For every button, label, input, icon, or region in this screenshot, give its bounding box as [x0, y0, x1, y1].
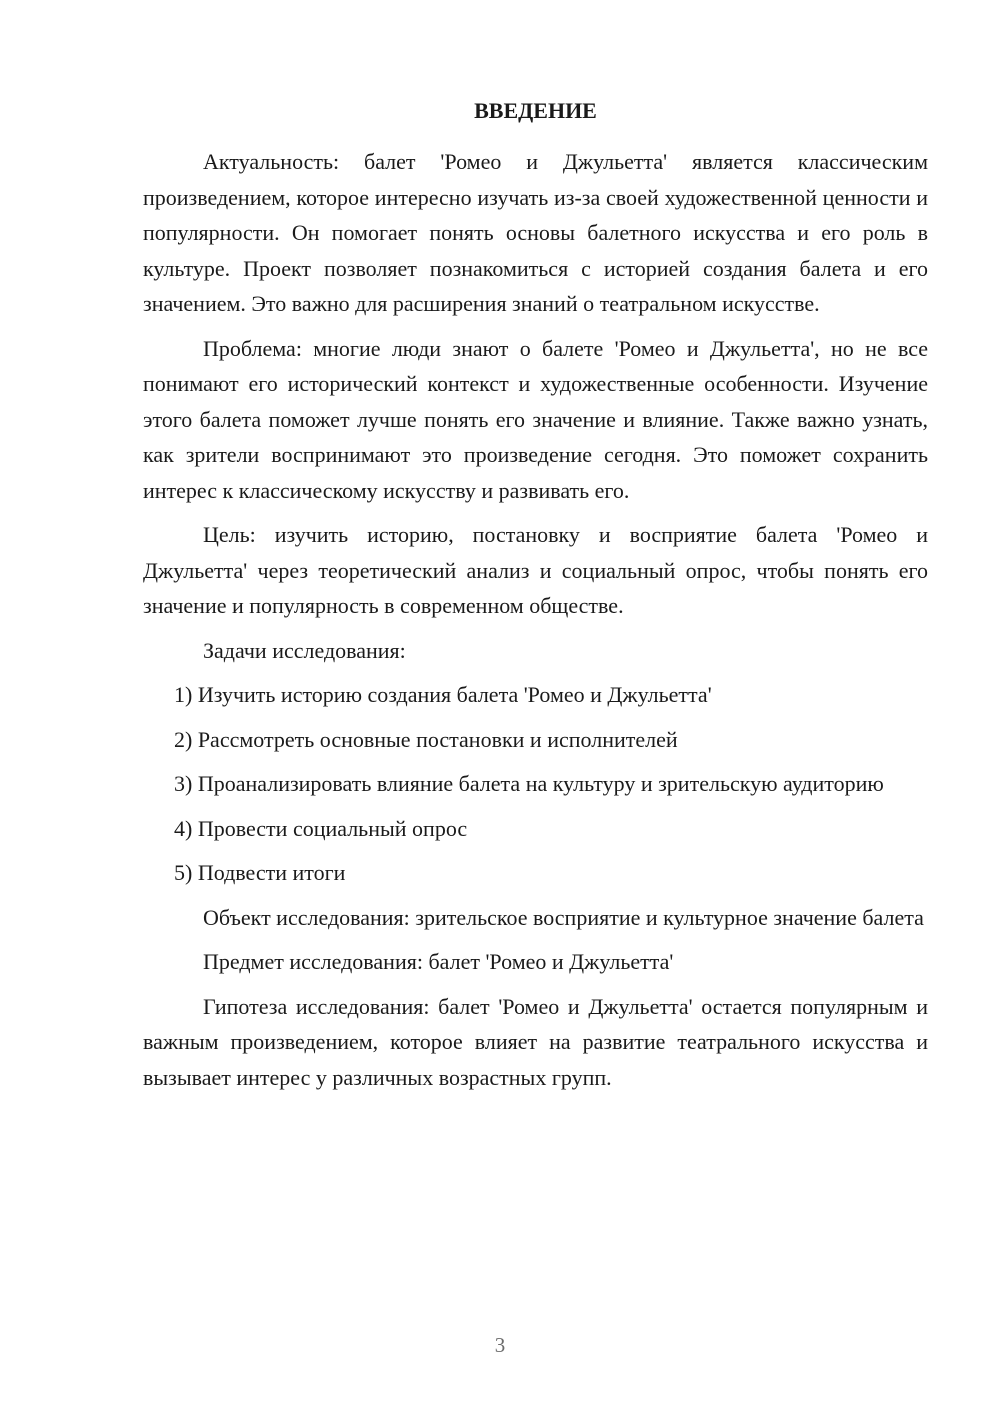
page-number: 3: [494, 1333, 506, 1357]
task-item: 4) Провести социальный опрос: [174, 815, 468, 841]
task-item: 1) Изучить историю создания балета 'Ромео и Джульетта': [174, 682, 712, 707]
relevance-paragraph: Актуальность: балет 'Ромео и Джульетта' является классическим произведением, которое интересно изучать из-за своей художественной ценности и популярности. Он помогает понять основы балетного искусства и его роль в культуре. Проект позволяет познакомиться с историей создания балета и его значением. Это важно для расширения знаний о театральном искусстве.: [143, 149, 928, 316]
task-item: 5) Подвести итоги: [174, 860, 346, 885]
problem-paragraph: Проблема: многие люди знают о балете 'Ромео и Джульетта', но не все понимают его исторический контекст и художественные особенности. Изучение этого балета поможет лучше понять его значение и влияние. Также важно узнать, как зрители воспринимают это произведение сегодня. Это поможет сохранить интерес к классическому искусству и развивать его.: [143, 335, 928, 503]
document-title: ВВЕДЕНИЕ: [474, 98, 597, 123]
hypothesis-paragraph: Гипотеза исследования: балет 'Ромео и Джульетта' остается популярным и важным произведением, которое влияет на развитие театрального искусства и вызывает интерес у различных возрастных групп.: [143, 993, 928, 1090]
tasks-heading: Задачи исследования:: [203, 637, 406, 663]
object-paragraph: Объект исследования: зрительское восприятие и культурное значение балета: [203, 904, 924, 930]
goal-paragraph: Цель: изучить историю, постановку и восприятие балета 'Ромео и Джульетта' через теоретический анализ и социальный опрос, чтобы понять его значение и популярность в современном обществе.: [143, 522, 928, 618]
task-item: 2) Рассмотреть основные постановки и исполнителей: [174, 726, 678, 752]
subject-paragraph: Предмет исследования: балет 'Ромео и Джульетта': [203, 949, 674, 974]
document-page: [143, 96, 928, 1104]
task-item: 3) Проанализировать влияние балета на культуру и зрительскую аудиторию: [174, 771, 884, 796]
tasks-list: [143, 677, 928, 891]
